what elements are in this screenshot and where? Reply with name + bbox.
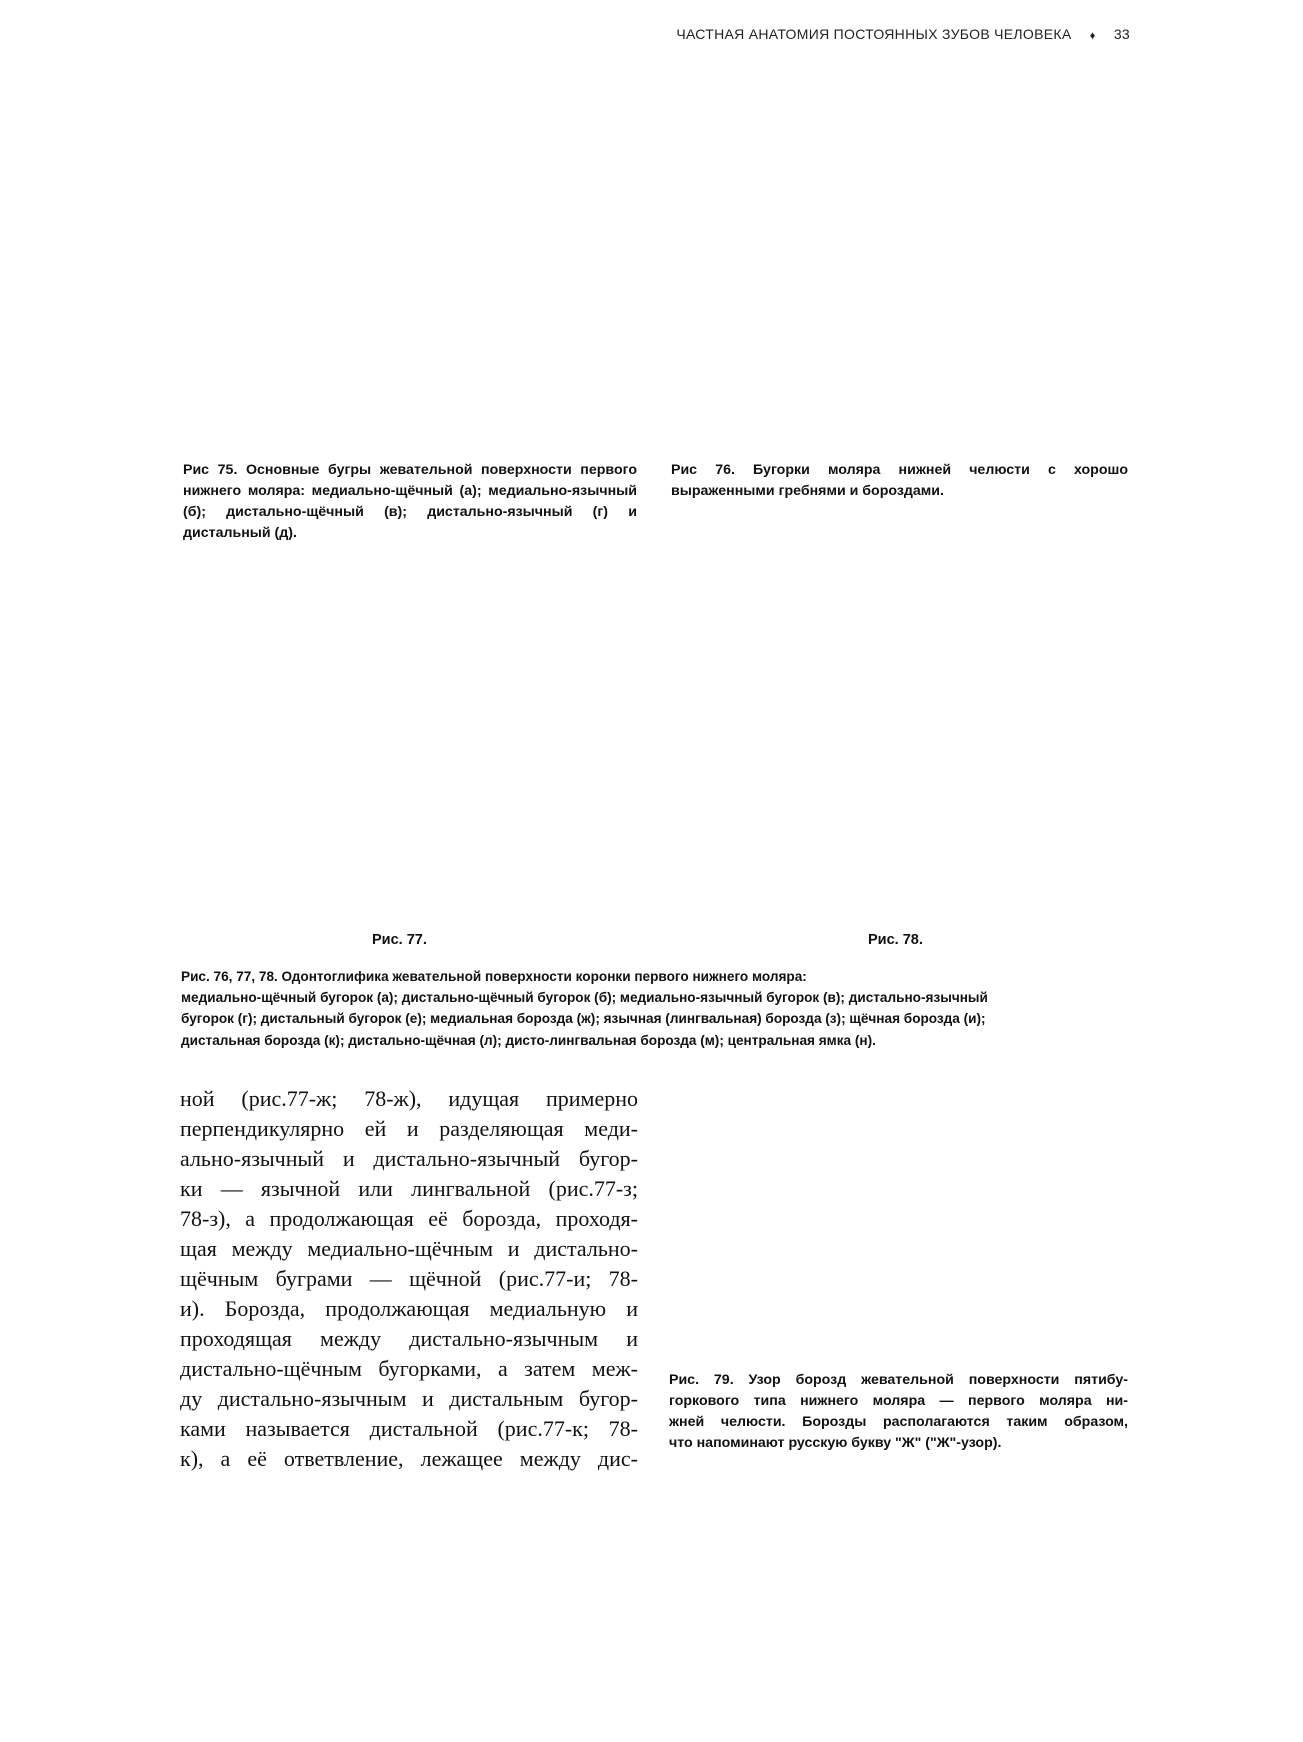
figures-76-78-caption bbox=[181, 966, 1131, 1051]
text-line: к), а её ответвление, лежащее между дис- bbox=[180, 1446, 638, 1471]
diamond-separator-icon: ♦ bbox=[1089, 30, 1096, 42]
text-line: ду дистально-язычным и дистальным бугор- bbox=[180, 1386, 638, 1411]
text-line: ально-язычный и дистально-язычный бугор- bbox=[180, 1146, 638, 1171]
page-number: 33 bbox=[1113, 26, 1130, 42]
caption-line: медиально-щёчный бугорок (а); дистально-щёчный бугорок (б); медиально-язычный бугорок (в); дистально-язычный bbox=[181, 990, 988, 1006]
figure-79-area bbox=[668, 1084, 1128, 1354]
figure-75-area bbox=[180, 80, 640, 450]
text-line: щёчным буграми — щёчной (рис.77-и; 78- bbox=[180, 1266, 638, 1291]
figure-75-caption: Рис 75. Основные бугры жевательной поверхности первого нижнего моляра: медиально-щёчный (а); медиально-язычный (б); дистально-щёчный (в); дистально-язычный (г) и дистальный (д). bbox=[183, 462, 637, 541]
figure-76-area bbox=[668, 80, 1128, 450]
caption-line: Рис. 76, 77, 78. Одонтоглифика жевательной поверхности коронки первого нижнего моляра: bbox=[181, 969, 807, 984]
text-line: ки — язычной или лингвальной (рис.77-з; bbox=[180, 1176, 638, 1201]
running-header bbox=[560, 26, 1130, 42]
text-line: дистально-щёчным бугорками, а затем меж- bbox=[180, 1356, 638, 1381]
running-title: ЧАСТНАЯ АНАТОМИЯ ПОСТОЯННЫХ ЗУБОВ ЧЕЛОВЕКА bbox=[676, 26, 1072, 42]
figure-76-caption: Рис 76. Бугорки моляра нижней челюсти с хорошо выраженными гребнями и бороздами. bbox=[671, 462, 1128, 499]
text-line: перпендикулярно ей и разделяющая меди- bbox=[180, 1116, 638, 1141]
figure-77-label: Рис. 77. bbox=[372, 932, 427, 948]
text-line: ками называется дистальной (рис.77-к; 78- bbox=[180, 1416, 638, 1441]
figure-78-area bbox=[668, 560, 1128, 920]
figure-79-caption bbox=[669, 1370, 1128, 1454]
caption-line: Рис. 79. Узор борозд жевательной поверхности пятибу- bbox=[669, 1372, 1128, 1388]
figure-77-area bbox=[180, 560, 640, 920]
caption-line: бугорок (г); дистальный бугорок (е); медиальная борозда (ж); язычная (лингвальная) борозда (з); щёчная борозда (и); bbox=[181, 1011, 986, 1027]
caption-line: что напоминают русскую букву "Ж" ("Ж"-узор). bbox=[669, 1435, 1002, 1451]
text-line: проходящая между дистально-язычным и bbox=[180, 1326, 638, 1351]
text-line: ной (рис.77-ж; 78-ж), идущая примерно bbox=[180, 1086, 638, 1111]
text-line: 78-з), а продолжающая её борозда, проходя- bbox=[180, 1206, 638, 1231]
body-text bbox=[180, 1084, 638, 1474]
text-line: щая между медиально-щёчным и дистально- bbox=[180, 1236, 638, 1261]
caption-line: горкового типа нижнего моляра — первого моляра ни- bbox=[669, 1393, 1128, 1409]
caption-line: жней челюсти. Борозды располагаются таким образом, bbox=[669, 1414, 1128, 1430]
caption-line: дистальная борозда (к); дистально-щёчная (л); дисто-лингвальная борозда (м); центральная ямка (н). bbox=[181, 1032, 876, 1048]
figure-78-label: Рис. 78. bbox=[868, 932, 923, 948]
text-line: и). Борозда, продолжающая медиальную и bbox=[180, 1296, 638, 1321]
